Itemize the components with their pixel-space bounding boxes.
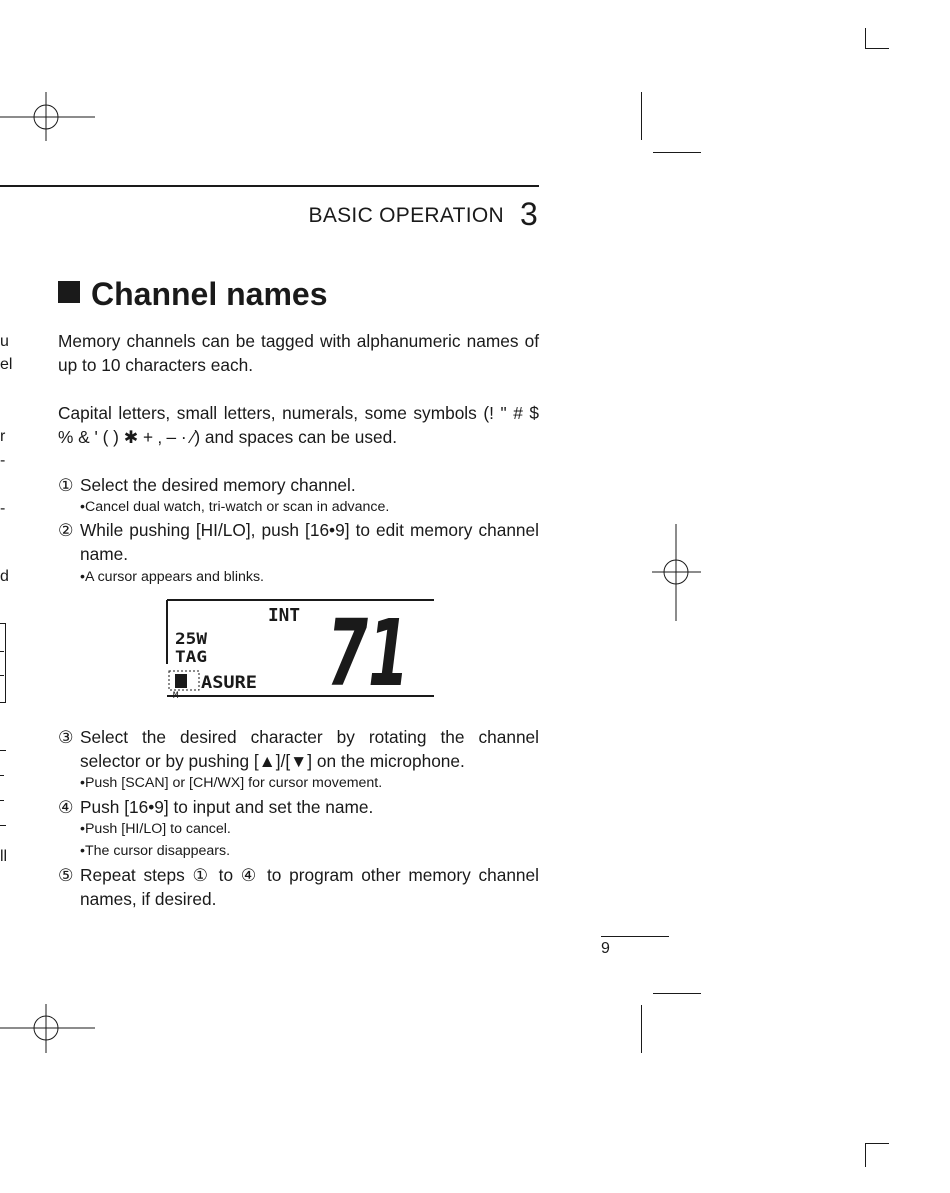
registration-target-right [652, 524, 702, 622]
step-text: Repeat steps ① to ④ to program other memory channel names, if desired. [80, 865, 539, 909]
step [58, 795, 539, 819]
step-note: •The cursor disappears. [80, 843, 231, 859]
step [58, 863, 539, 911]
intro-paragraph: Capital letters, small letters, numerals, some symbols (! " # $ % & ' ( ) ✱ + ‚ – · ⁄) and spaces can be used. [58, 403, 539, 447]
lcd-channel-name: ASURE [201, 673, 257, 693]
page-title [58, 276, 328, 313]
lcd-display-illustration [165, 599, 435, 707]
page-number-rule [601, 936, 669, 937]
step-note: •Cancel dual watch, tri-watch or scan in advance. [80, 499, 390, 515]
registration-target-bottom-left [0, 1004, 96, 1054]
header-rule [0, 185, 539, 187]
step-number: ① [58, 475, 74, 495]
step [58, 518, 539, 566]
page-title-text: Channel names [91, 276, 328, 312]
section-number: 3 [520, 196, 538, 232]
registration-target-top-left [0, 92, 96, 142]
fragment: - [0, 452, 6, 469]
step-number: ⑤ [58, 865, 74, 885]
intro-paragraph: Memory channels can be tagged with alphanumeric names of up to 10 characters each. [58, 331, 539, 375]
step-text: Push [16•9] to input and set the name. [80, 797, 374, 817]
square-bullet-icon [58, 281, 80, 303]
lcd-int-indicator: INT [268, 605, 301, 626]
step-number: ② [58, 520, 74, 540]
section-label: BASIC OPERATION [308, 204, 504, 227]
lcd-channel-number: 71 [327, 600, 409, 707]
fragment: el [0, 356, 13, 373]
step-number: ③ [58, 727, 74, 747]
step-note: •A cursor appears and blinks. [80, 569, 264, 585]
fragment: ll [0, 848, 8, 865]
step-text: Select the desired character by rotating the channel selector or by pushing [▲]/[▼] on the microphone. [80, 727, 539, 771]
lcd-power-indicator: 25W [175, 629, 208, 648]
step-note: •Push [HI/LO] to cancel. [80, 821, 231, 837]
page-number: 9 [601, 940, 610, 957]
step-text: Select the desired memory channel. [80, 475, 356, 495]
fragment: r [0, 428, 6, 445]
step-note: •Push [SCAN] or [CH/WX] for cursor movement. [80, 775, 383, 791]
step-number: ④ [58, 797, 74, 817]
fragment: - [0, 500, 6, 517]
step [58, 725, 539, 773]
lcd-tag-indicator: TAG [175, 647, 207, 666]
fragment: u [0, 333, 9, 350]
lcd-cursor-character: M [173, 691, 179, 701]
fragment: d [0, 568, 9, 585]
step-text: While pushing [HI/LO], push [16•9] to edit memory channel name. [80, 520, 539, 564]
step [58, 473, 539, 497]
